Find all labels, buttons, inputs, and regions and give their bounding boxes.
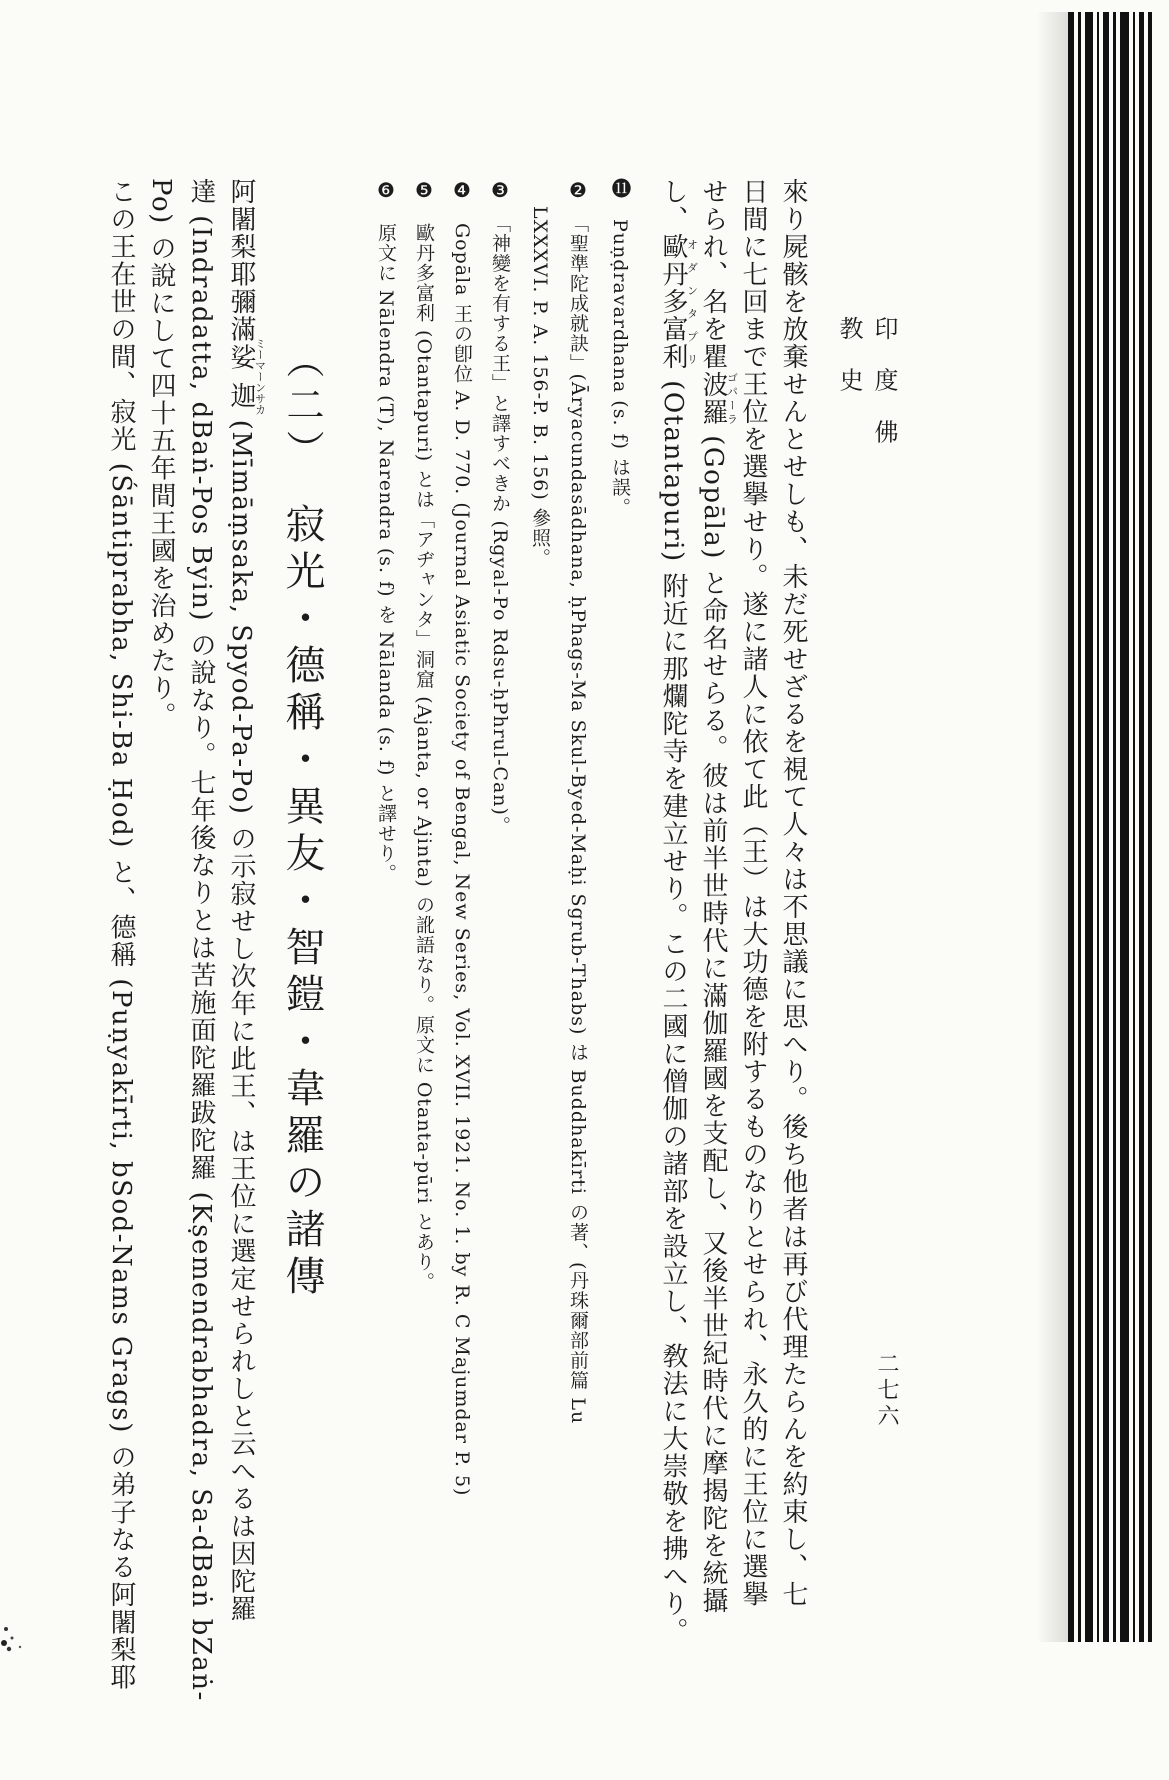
footnote-marker: ❷ xyxy=(566,178,590,203)
page-number: 二七六 xyxy=(874,1352,899,1430)
footnote-text: 歐丹多富利 (Otantapuri) とは「アヂャンタ」洞窟 (Ajanta, or Ajinta) の訛語なり。原文に Otanta-pūri とあり。 xyxy=(413,223,435,1292)
ruby-annotation: ミーマーンサカ xyxy=(253,338,267,415)
ruby-annotation: オダンタプリ xyxy=(685,233,699,371)
footnote-4 xyxy=(452,178,472,1618)
footnote-text: 「聖準陀成就訣」(Āryacundasādhana, ḥPhags-Ma Skul-Byed-Maḥi Sgrub-Thabs) は Buddhakīrti の著、(丹珠爾部前篇 Lu xyxy=(567,223,589,1425)
footnote-2-continued: LXXXVI. P. A. 156-P. B. 156) 參照。 xyxy=(529,206,551,568)
text-column-5: 阿闍梨耶彌滿娑迦ミーマーンサカ (Mīmāṃsaka, Spyod-Pa-Po) の示寂せし次年に此王、は王位に選定せられしと云へるは因陀羅 xyxy=(226,178,267,1623)
scan-specks xyxy=(0,1543,60,1653)
gutter-shadow xyxy=(1036,12,1068,1642)
ruby-annotation: ゴパーラ xyxy=(725,370,739,426)
running-header: 印 度 佛 教 史 xyxy=(835,316,898,454)
footnote-5 xyxy=(414,178,434,1618)
section-title-text: 寂光・德稱・異友・智鎧・韋羅の諸傳 xyxy=(279,503,325,1302)
footnote-2 xyxy=(568,178,588,1618)
text-column-7: Po) の說にして四十五年間王國を治めたり。 xyxy=(146,178,176,730)
text-column-8: この王在世の間、寂光 (Śāntiprabha, Shi-Ba Ḥod) と、德稱 (Puṇyakīrti, bSod-Nams Grags) の弟子なる阿闍梨耶 xyxy=(106,178,136,1692)
footnote-3 xyxy=(490,178,510,1618)
footnote-marker: ⓫ xyxy=(608,178,632,199)
footnote-text: 原文に Nālendra (T), Narendra (s. f) を Nālanda (s. f) と譯せり。 xyxy=(375,223,397,884)
text-column-4: し、歐丹多富利オダンタプリ (Otantapuri) 附近に那爛陀寺を建立せり。この二國に僧伽の諸部を設立し、敎法に大崇敬を拂へり。 xyxy=(658,178,699,1645)
book-binding-edge xyxy=(1068,12,1158,1642)
footnote-marker: ❺ xyxy=(412,178,436,203)
footnote-text: 「神變を有する王」と譯すべきか (Rgyal-Po Rdsu-ḥPhrul-Can)。 xyxy=(489,223,511,836)
section-number: （二） xyxy=(280,340,324,456)
text-column-1: 來り屍骸を放棄せんとせしも、未だ死せざるを視て人々は不思議に思へり。後ち他者は再び代理たらんを約束し、七 xyxy=(778,178,808,1608)
footnote-text: Gopāla 王の卽位 A. D. 770. (Journal Asiatic Society of Bengal, New Series, Vol. XVII. 1921. No. 1. by R. C Majumdar P. 5) xyxy=(451,223,473,1497)
footnote-6 xyxy=(376,178,396,1618)
text-column-3: せられ、名を瞿波羅ゴパーラ (Gopāla) と命名せらる。彼は前半世時代に滿伽羅國を支配し、又後半世紀時代に摩揭陀を統攝 xyxy=(698,178,739,1615)
text-column-2: 日間に七回まで王位を選擧せり。遂に諸人に依て此（王）は大功德を附するものなりとせられ、永久的に王位に選擧 xyxy=(738,178,768,1608)
text-column-6: 達 (Indradatta, dBaṅ-Pos Byin) の說なり。七年後なりとは苦施面陀羅跋陀羅 (Kṣemendrabhadra, Sa-dBaṅ bZaṅ- xyxy=(186,178,216,1702)
footnote-1 xyxy=(610,178,630,1618)
footnote-marker: ❻ xyxy=(374,178,398,203)
footnote-marker: ❹ xyxy=(450,178,474,203)
footnote-text: Puṇḍravardhana (s. f) は誤。 xyxy=(609,219,631,518)
footnote-marker: ❸ xyxy=(488,178,512,203)
section-title xyxy=(279,340,325,1780)
